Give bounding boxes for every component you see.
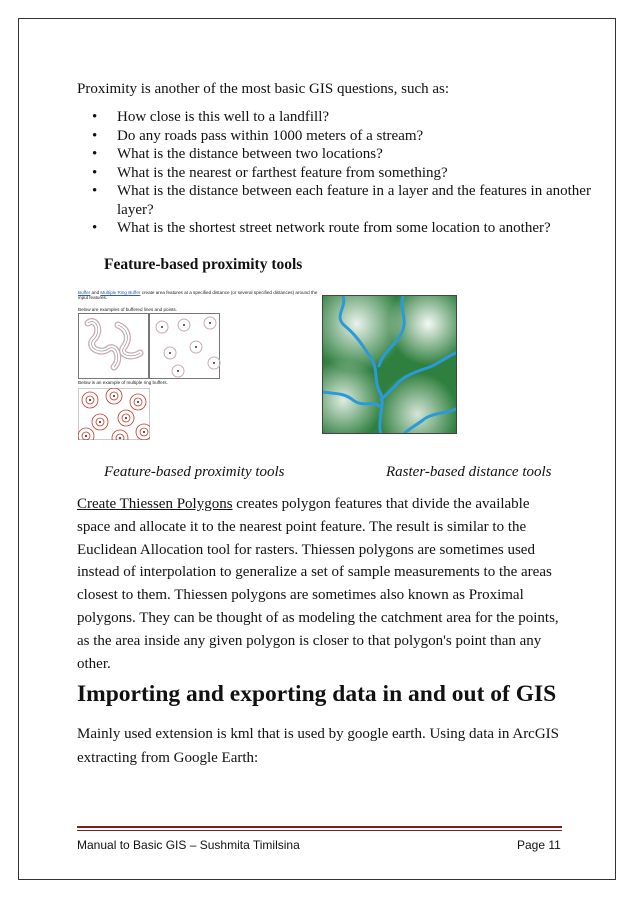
list-item: • What is the distance between each feature in a layer and the features in another layer? [117, 182, 607, 219]
list-item: • What is the distance between two locations? [117, 145, 607, 164]
question-list [77, 108, 607, 238]
buffered-lines-points-image [78, 313, 224, 379]
section-heading: Importing and exporting data in and out of GIS [77, 681, 557, 707]
page-number: Page 11 [517, 838, 561, 852]
list-item: • What is the nearest or farthest feature from something? [117, 164, 607, 183]
list-item: • Do any roads pass within 1000 meters of a stream? [117, 127, 607, 146]
figure-line1-text: create area features at a specified distance (or several specified distances) around the input features. [78, 290, 318, 301]
multiple-ring-buffer-image [78, 388, 150, 440]
raster-distance-image [322, 295, 457, 434]
caption-raster-based: Raster-based distance tools [386, 464, 552, 480]
subheading: Feature-based proximity tools [104, 256, 303, 273]
create-thiessen-polygons-link[interactable]: Create Thiessen Polygons [77, 496, 233, 512]
footer-rule [77, 826, 562, 828]
footer-rule-thin [77, 830, 562, 831]
intro-text: Proximity is another of the most basic GIS questions, such as: [77, 81, 450, 97]
multiple-ring-buffer-link[interactable]: Multiple Ring Buffer [100, 290, 141, 295]
figure-line3-text: Below is an example of multiple ring buffers. [78, 380, 168, 385]
figure-intro-text [78, 290, 321, 301]
footer-title: Manual to Basic GIS – Sushmita Timilsina [77, 838, 300, 852]
figure-line2-text: Below are examples of buffered lines and points. [78, 307, 177, 312]
kml-paragraph: Mainly used extension is kml that is used by google earth. Using data in ArcGIS extracting from Google Earth: [77, 726, 560, 766]
thiessen-paragraph-text: creates polygon features that divide the available space and allocate it to the nearest point feature. The result is similar to the Euclidean Allocation tool for rasters. Thiessen polygons are sometimes used instead of interpolation to generalize a set of sample measurements to the areas closest to them. Thiessen polygons are sometimes also known as Proximal polygons. They can be thought of as modeling the catchment area for the points, as the area inside any given polygon is closer to that polygon's point than any other. [77, 496, 559, 672]
caption-feature-based: Feature-based proximity tools [104, 464, 285, 480]
list-item: • What is the shortest street network route from some location to another? [117, 219, 607, 238]
buffer-link[interactable]: Buffer [78, 290, 91, 295]
feature-buffer-figure [78, 290, 321, 440]
list-item: • How close is this well to a landfill? [117, 108, 607, 127]
thiessen-paragraph [77, 493, 563, 675]
figure-and-text: and [90, 290, 101, 295]
